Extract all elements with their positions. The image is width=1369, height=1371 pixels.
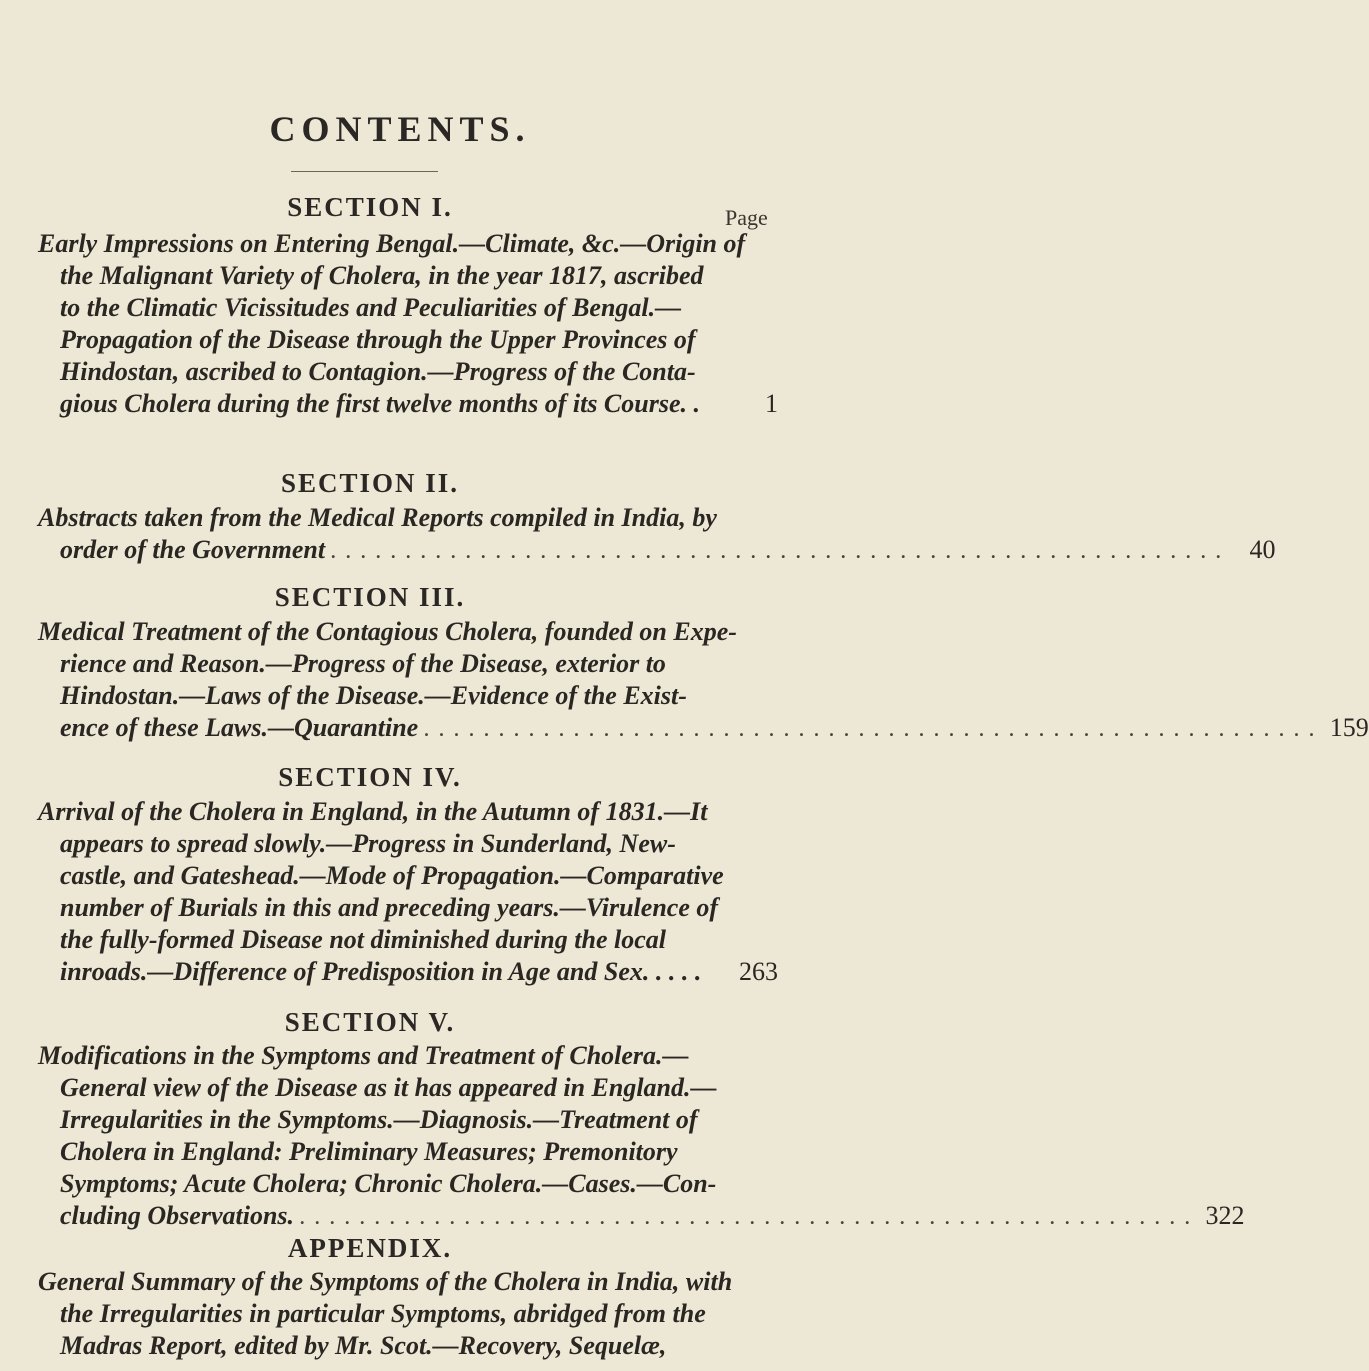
entry-line: Abstracts taken from the Medical Reports compiled in India, by	[38, 503, 717, 532]
page-column-label: Page	[725, 205, 768, 230]
toc-entry	[38, 1040, 1245, 1234]
section-heading: SECTION II.	[280, 468, 460, 498]
section-heading: SECTION V.	[284, 1007, 456, 1037]
toc-entry	[38, 502, 1276, 568]
entry-line: inroads.—Difference of Predisposition in Age and Sex. . . . .	[60, 957, 702, 986]
entry-last-line	[38, 1200, 1245, 1234]
entry-last-line	[38, 388, 778, 420]
page-number: 40	[1249, 535, 1276, 564]
dot-leader: . . . . . . . . . . . . . . . . . . . . . . . . . . . . . . . . . . . . . . . . . . . . . . . . . . . . . . . . . . . .	[331, 542, 1224, 562]
entry-line: Cholera in England: Preliminary Measures; Premonitory	[60, 1137, 678, 1166]
toc-entry	[38, 1266, 778, 1362]
entry-line: order of the Government	[60, 535, 326, 564]
entry-line: Hindostan.—Laws of the Disease.—Evidence of the Exist-	[60, 681, 687, 710]
entry-line: castle, and Gateshead.—Mode of Propagation.—Comparative	[60, 861, 724, 890]
entry-line: number of Burials in this and preceding years.—Virulence of	[60, 893, 719, 922]
page-number: 1	[765, 389, 778, 418]
page-number: 263	[739, 957, 778, 986]
entry-line: Madras Report, edited by Mr. Scot.—Recovery, Sequelæ,	[60, 1331, 667, 1360]
entry-line: the Irregularities in particular Symptoms, abridged from the	[60, 1299, 706, 1328]
entry-line: Symptoms; Acute Cholera; Chronic Cholera.—Cases.—Con-	[60, 1169, 717, 1198]
page-title: CONTENTS.	[269, 109, 531, 149]
section-heading: SECTION I.	[287, 192, 453, 222]
entry-line: General Summary of the Symptoms of the Cholera in India, with	[38, 1267, 733, 1296]
entry-line: Hindostan, ascribed to Contagion.—Progress of the Conta-	[60, 357, 696, 386]
entry-line: cluding Observations.	[60, 1201, 295, 1230]
entry-line: to the Climatic Vicissitudes and Peculiarities of Bengal.—	[60, 293, 682, 322]
section-heading: APPENDIX.	[287, 1233, 453, 1263]
entry-last-line	[38, 534, 1276, 568]
section-heading: SECTION III.	[274, 582, 466, 612]
entry-line: the Malignant Variety of Cholera, in the year 1817, ascribed	[60, 261, 704, 290]
entry-line: General view of the Disease as it has appeared in England.—	[60, 1073, 717, 1102]
entry-last-line	[38, 712, 1369, 746]
section-heading: SECTION IV.	[278, 762, 462, 792]
entry-line: Early Impressions on Entering Bengal.—Climate, &c.—Origin of	[38, 229, 746, 258]
entry-line: Irregularities in the Symptoms.—Diagnosis.—Treatment of	[60, 1105, 698, 1134]
toc-entry	[38, 616, 1369, 746]
page-number: 159	[1329, 713, 1369, 742]
title-rule	[291, 171, 438, 172]
entry-line: Medical Treatment of the Contagious Cholera, founded on Expe-	[38, 617, 737, 646]
entry-line: the fully-formed Disease not diminished during the local	[60, 925, 666, 954]
entry-line: Modifications in the Symptoms and Treatment of Cholera.—	[38, 1041, 689, 1070]
page-number: 322	[1205, 1201, 1245, 1230]
toc-entry	[38, 796, 778, 988]
entry-line: rience and Reason.—Progress of the Disease, exterior to	[60, 649, 666, 678]
entry-line: Propagation of the Disease through the Upper Provinces of	[60, 325, 696, 354]
entry-line: appears to spread slowly.—Progress in Sunderland, New-	[60, 829, 676, 858]
entry-line: Arrival of the Cholera in England, in the Autumn of 1831.—It	[38, 797, 708, 826]
dot-leader: . . . . . . . . . . . . . . . . . . . . . . . . . . . . . . . . . . . . . . . . . . . . . . . . . . . . . . . . . . . .	[424, 720, 1317, 740]
entry-last-line	[38, 956, 778, 988]
dot-leader: . . . . . . . . . . . . . . . . . . . . . . . . . . . . . . . . . . . . . . . . . . . . . . . . . . . . . . . . . . . .	[300, 1208, 1193, 1228]
entry-line: ence of these Laws.—Quarantine	[60, 713, 419, 742]
entry-line: gious Cholera during the first twelve months of its Course. .	[60, 389, 701, 418]
toc-entry	[38, 228, 778, 420]
